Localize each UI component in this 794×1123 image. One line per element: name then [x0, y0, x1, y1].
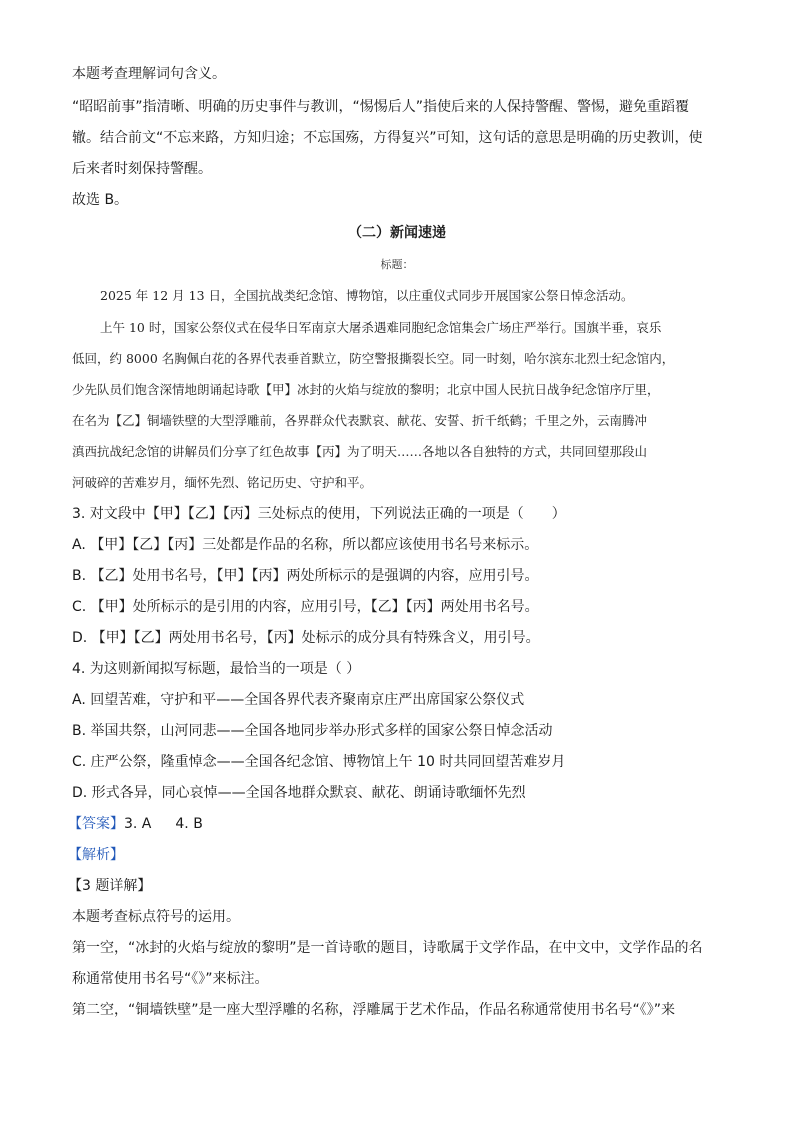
detail-line-3: 称通常使用书名号“《》”来标注。	[72, 971, 269, 987]
prev-line-4: 后来者时刻保持警醒。	[72, 161, 212, 177]
question-3-option-d: D. 【甲】【乙】两处用书名号，【丙】处标示的成分具有特殊含义，用引号。	[72, 630, 540, 646]
question-4-option-a: A. 回望苦难，守护和平——全国各界代表齐聚南京庄严出席国家公祭仪式	[72, 692, 525, 708]
question-3-option-c: C. 【甲】处所标示的是引用的内容，应用引号，【乙】【丙】两处用书名号。	[72, 599, 539, 615]
answer-3: 3. A	[124, 816, 152, 832]
section-title: （二）新闻速递	[348, 225, 446, 241]
detail-line-2: 第一空，“冰封的火焰与绽放的黎明”是一首诗歌的题目，诗歌属于文学作品，在中文中，文学作品的名	[72, 940, 703, 956]
analysis-tag: 【解析】	[68, 847, 124, 863]
news-paragraph-line: 低回，约 8000 名胸佩白花的各界代表垂首默立，防空警报撕裂长空。同一时刻，哈尔滨东北烈士纪念馆内，	[72, 351, 675, 366]
answer-line	[68, 813, 203, 835]
news-paragraph-line: 上午 10 时，国家公祭仪式在侵华日军南京大屠杀遇难同胞纪念馆集会广场庄严举行。国旗半垂，哀乐	[100, 320, 662, 335]
detail-heading: 【3 题详解】	[68, 878, 152, 894]
question-4-option-c: C. 庄严公祭，隆重悼念——全国各纪念馆、博物馆上午 10 时共同回望苦难岁月	[72, 754, 566, 770]
prev-line-3: 辙。结合前文“不忘来路，方知归途；不忘国殇，方得复兴”可知，这句话的意思是明确的历史教训，使	[72, 130, 703, 146]
answer-tag: 【答案】	[68, 816, 124, 832]
prev-line-1: 本题考查理解词句含义。	[72, 66, 226, 82]
news-paragraph-line: 少先队员们饱含深情地朗诵起诗歌【甲】冰封的火焰与绽放的黎明；北京中国人民抗日战争纪念馆序厅里，	[72, 382, 660, 397]
news-paragraph-line: 河破碎的苦难岁月，缅怀先烈、铭记历史、守护和平。	[72, 475, 373, 490]
news-paragraph-line: 滇西抗战纪念馆的讲解员们分享了红色故事【丙】为了明天……各地以各自独特的方式，共同回望那段山	[72, 444, 648, 459]
news-paragraph-line: 在名为【乙】铜墙铁壁的大型浮雕前，各界群众代表默哀、献花、安誓、折千纸鹤；千里之外，云南腾冲	[72, 413, 648, 428]
question-3-option-a: A. 【甲】【乙】【丙】三处都是作品的名称，所以都应该使用书名号来标示。	[72, 537, 539, 553]
detail-line-4: 第二空，“铜墙铁壁”是一座大型浮雕的名称，浮雕属于艺术作品，作品名称通常使用书名号“《》”来	[72, 1002, 676, 1018]
question-4-option-d: D. 形式各异，同心哀悼——全国各地群众默哀、献花、朗诵诗歌缅怀先烈	[72, 785, 526, 801]
prev-line-2: “昭昭前事”指清晰、明确的历史事件与教训，“惕惕后人”指使后来的人保持警醒、警惕，避免重蹈覆	[72, 99, 690, 115]
prev-line-5: 故选 B。	[72, 192, 129, 208]
question-3-option-b: B. 【乙】处用书名号，【甲】【丙】两处所标示的是强调的内容，应用引号。	[72, 568, 539, 584]
answer-4: 4. B	[175, 816, 203, 832]
detail-line-1: 本题考查标点符号的运用。	[72, 909, 240, 925]
news-title-label: 标题：	[380, 258, 414, 271]
question-3-stem: 3. 对文段中【甲】【乙】【丙】三处标点的使用，下列说法正确的一项是（ ）	[72, 506, 566, 522]
news-paragraph-line: 2025 年 12 月 13 日，全国抗战类纪念馆、博物馆，以庄重仪式同步开展国家公祭日悼念活动。	[100, 288, 634, 303]
question-4-option-b: B. 举国共祭，山河同悲——全国各地同步举办形式多样的国家公祭日悼念活动	[72, 723, 553, 739]
question-4-stem: 4. 为这则新闻拟写标题，最恰当的一项是（ ）	[72, 661, 361, 677]
